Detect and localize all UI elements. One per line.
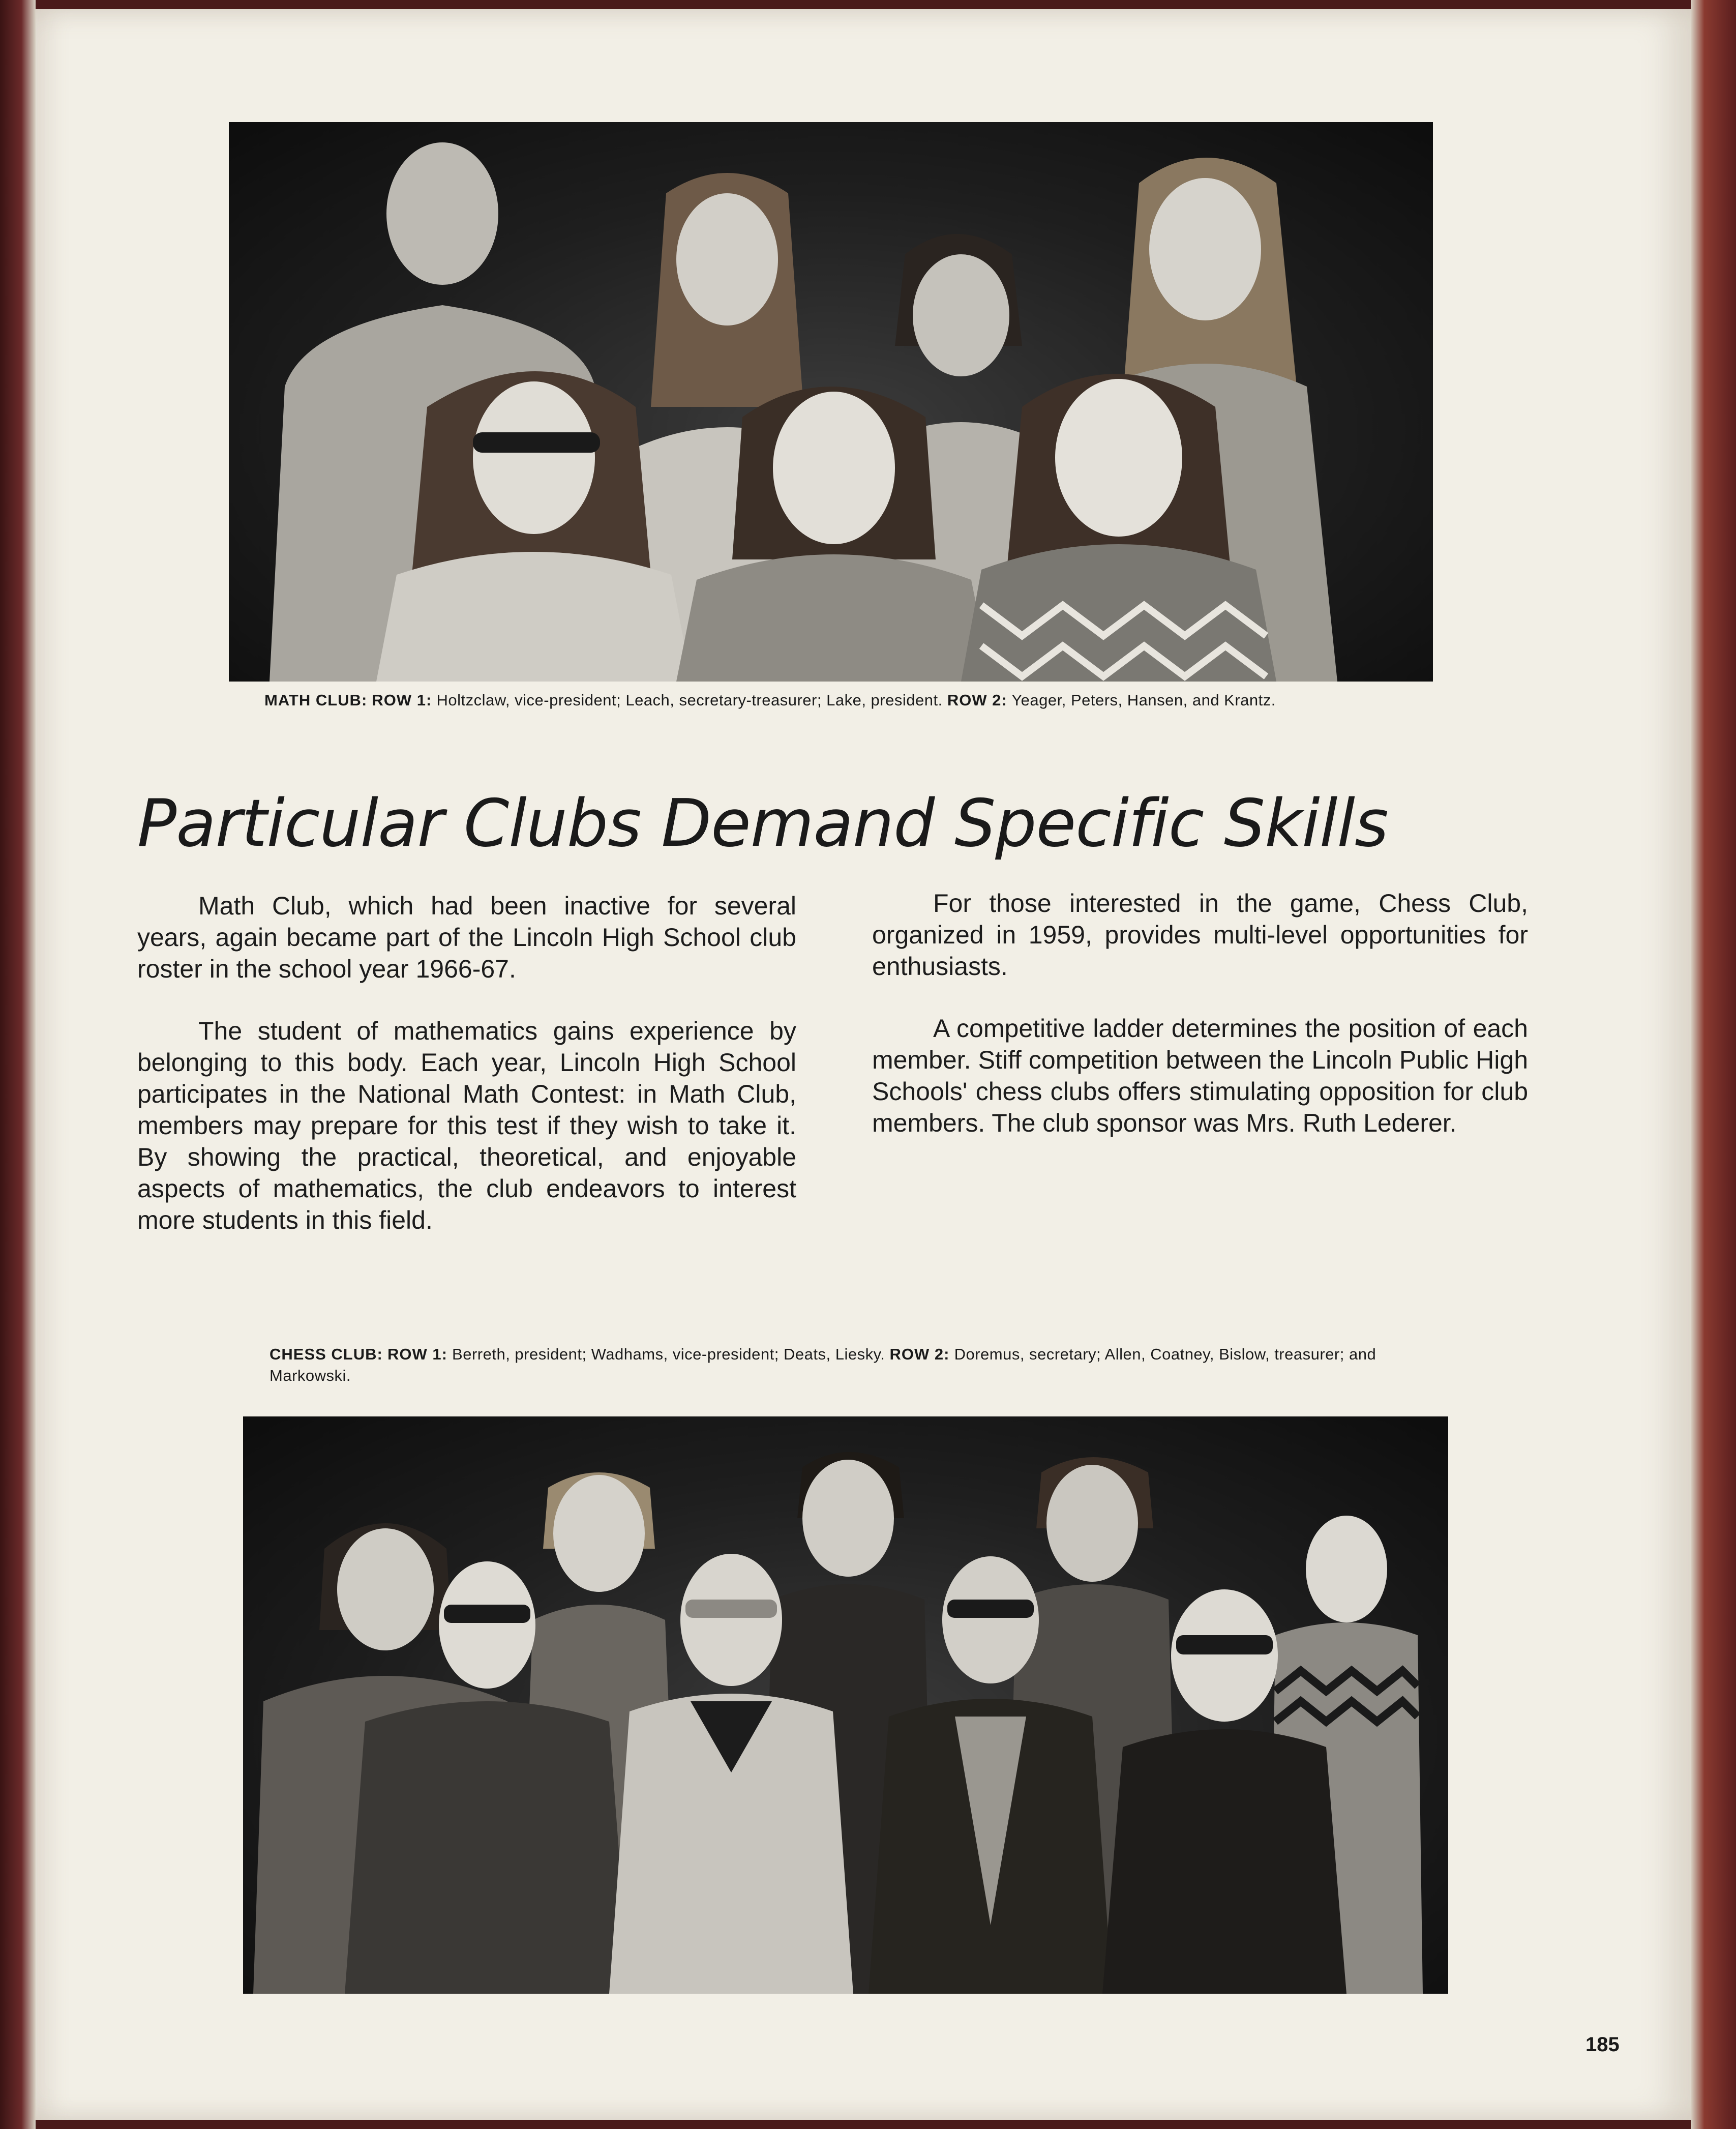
chess-caption-club-label: CHESS CLUB: (270, 1345, 383, 1363)
math-caption-row1-label: ROW 1: (372, 691, 432, 709)
book-edge-right (1691, 0, 1736, 2129)
book-binding-left (0, 0, 36, 2129)
right-article-column (872, 888, 1528, 1169)
math-club-photo-figures (229, 122, 1433, 682)
left-paragraph-2: The student of mathematics gains experience by belonging to this body. Each year, Lincoln High School participates in the National Math Contest: in Math Club, members may prepare for this test if they wish to take it. By showing the practical, theoretical, and enjoyable aspects of mathematics, the club endeavors to interest more students in this field. (137, 1017, 796, 1234)
left-article-column (137, 890, 796, 1266)
math-caption-row2-text: Yeager, Peters, Hansen, and Krantz. (1011, 691, 1276, 709)
chess-club-photo-figures (243, 1416, 1448, 1994)
math-club-caption (264, 690, 1419, 711)
math-caption-row1-text: Holtzclaw, vice-president; Leach, secretary-treasurer; Lake, president. (436, 691, 943, 709)
page-number: 185 (1585, 2033, 1620, 2056)
math-caption-row2-label: ROW 2: (947, 691, 1007, 709)
chess-club-photo (243, 1416, 1448, 1994)
left-paragraph-1: Math Club, which had been inactive for several years, again became part of the Lincoln High School club roster in the school year 1966-67. (137, 892, 796, 983)
chess-caption-row1-text: Berreth, president; Wadhams, vice-president; Deats, Liesky. (452, 1345, 885, 1363)
chess-caption-row2-text: Doremus, secretary; Allen, Coatney, Bislow, treasurer; and Markowski. (270, 1345, 1376, 1384)
chess-caption-row1-label: ROW 1: (387, 1345, 447, 1363)
page-headline: Particular Clubs Demand Specific Skills (137, 786, 1388, 862)
chess-club-caption (270, 1344, 1434, 1386)
math-caption-club-label: MATH CLUB: (264, 691, 368, 709)
right-paragraph-2: A competitive ladder determines the position of each member. Stiff competition between the Lincoln Public High Schools' chess clubs offers stimulating opposition for club members. The club sponsor was Mrs. Ruth Lederer. (872, 1014, 1528, 1137)
math-club-photo (229, 122, 1433, 682)
chess-caption-row2-label: ROW 2: (889, 1345, 950, 1363)
right-paragraph-1: For those interested in the game, Chess Club, organized in 1959, provides multi-level opportunities for enthusiasts. (872, 889, 1528, 981)
